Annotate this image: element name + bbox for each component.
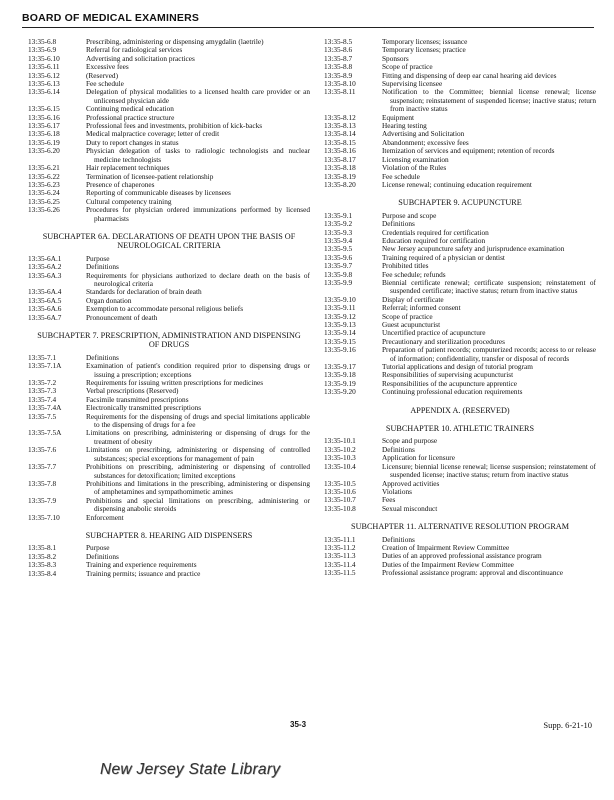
section-title: Continuing professional education requirements xyxy=(382,387,523,397)
toc-entry xyxy=(324,262,596,270)
toc-entry xyxy=(28,272,310,289)
section-title: Professional assistance program: approval and discontinuance xyxy=(382,568,563,578)
section-number: 13:35-11.5 xyxy=(324,568,356,578)
section-title: Purpose and scope xyxy=(382,210,437,220)
toc-entry xyxy=(324,569,596,577)
section-number: 13:35-8.15 xyxy=(324,137,356,147)
section-title: Responsibilities of supervising acupuncturist xyxy=(382,370,514,380)
section-number: 13:35-6A.6 xyxy=(28,304,62,314)
section-number: 13:35-8.6 xyxy=(324,45,353,55)
toc-entry xyxy=(324,488,596,496)
section-number: 13:35-9.6 xyxy=(324,252,353,262)
section-number: 13:35-6.25 xyxy=(28,196,60,206)
toc-entry xyxy=(28,497,310,514)
section-title: Prescribing, administering or dispensing amygdalin (laetrile) xyxy=(86,37,264,46)
section-number: 13:35-10.7 xyxy=(324,495,356,505)
section-number: 13:35-8.10 xyxy=(324,79,356,89)
section-title: Continuing medical education xyxy=(86,104,174,114)
section-title: Prohibitions on prescribing, administering or dispensing of controlled substances for detoxification; limited exceptions xyxy=(86,462,310,480)
section-title: Scope of practice xyxy=(382,311,433,321)
section-title: Licensure; biennial license renewal; license suspension; reinstatement of suspended license; inactive status; return from inactive status xyxy=(382,461,596,480)
section-number: 13:35-7.7 xyxy=(28,462,57,472)
toc-entry xyxy=(28,314,310,322)
section-title: Creation of Impairment Review Committee xyxy=(382,542,510,552)
section-number: 13:35-10.5 xyxy=(324,478,356,488)
section-number: 13:35-8.3 xyxy=(28,560,57,570)
section-number: 13:35-9.14 xyxy=(324,328,356,338)
section-number: 13:35-9.10 xyxy=(324,294,356,304)
section-number: 13:35-9.17 xyxy=(324,362,356,372)
toc-entry xyxy=(28,173,310,181)
section-number: 13:35-6.24 xyxy=(28,188,60,198)
page-number: 35-3 xyxy=(290,720,307,729)
section-number: 13:35-8.1 xyxy=(28,543,57,553)
section-title: Advertising and Solicitation xyxy=(382,129,465,139)
subchapter-heading: SUBCHAPTER 6A. DECLARATIONS OF DEATH UPON THE BASIS OF NEUROLOGICAL CRITERIA xyxy=(42,231,296,251)
section-number: 13:35-10.2 xyxy=(324,444,356,454)
section-title: Delegation of physical modalities to a licensed health care provider or an unlicensed physician aide xyxy=(86,87,310,105)
section-number: 13:35-8.9 xyxy=(324,70,353,80)
section-number: 13:35-6.19 xyxy=(28,137,60,147)
section-number: 13:35-6.23 xyxy=(28,179,60,189)
section-title: Duties of the Impairment Review Committee xyxy=(382,559,514,569)
section-title: Prohibitions and special limitations on prescribing, administering or dispensing anabolic steroids xyxy=(86,495,310,514)
section-number: 13:35-11.4 xyxy=(324,559,356,569)
section-number: 13:35-6A.4 xyxy=(28,287,62,297)
section-number: 13:35-6.13 xyxy=(28,79,60,89)
section-number: 13:35-7.9 xyxy=(28,495,57,505)
toc-entry xyxy=(28,480,310,497)
section-number: 13:35-9.7 xyxy=(324,261,353,271)
toc-entry xyxy=(324,437,596,445)
section-title: Physician delegation of tasks to radiologic technologists and nuclear medicine technologists xyxy=(86,146,310,164)
section-title: Advertising and solicitation practices xyxy=(86,53,195,63)
section-number: 13:35-9.15 xyxy=(324,336,356,346)
section-number: 13:35-6A.7 xyxy=(28,312,62,322)
section-number: 13:35-9.1 xyxy=(324,210,353,220)
section-number: 13:35-8.4 xyxy=(28,568,57,578)
toc-entry xyxy=(28,446,310,463)
toc-entry xyxy=(324,46,596,54)
right-column xyxy=(324,38,596,578)
section-number: 13:35-10.3 xyxy=(324,453,356,463)
section-title: Prohibited titles xyxy=(382,261,429,271)
toc-entry xyxy=(324,164,596,172)
section-number: 13:35-8.13 xyxy=(324,121,356,131)
section-title: Fee schedule xyxy=(382,171,420,181)
section-title: Requirements for physicians authorized to declare death on the basis of neurological criteria xyxy=(86,270,310,288)
section-title: Standards for declaration of brain death xyxy=(86,287,202,297)
section-number: 13:35-6.11 xyxy=(28,62,60,72)
section-title: Hearing testing xyxy=(382,121,427,131)
section-title: Excessive fees xyxy=(86,62,129,72)
section-number: 13:35-6.16 xyxy=(28,112,60,122)
section-title: Definitions xyxy=(86,551,119,561)
section-title: Temporary licenses; practice xyxy=(382,45,466,55)
section-title: Limitations on prescribing, administering or dispensing of drugs for the treatment of obesity xyxy=(86,428,310,446)
section-title: Purpose xyxy=(86,543,110,553)
section-number: 13:35-9.3 xyxy=(324,227,353,237)
section-title: (Reserved) xyxy=(86,70,119,80)
toc-entry xyxy=(324,114,596,122)
section-title: Credentials required for certification xyxy=(382,227,489,237)
toc-entry xyxy=(324,388,596,396)
section-number: 13:35-7.2 xyxy=(28,378,57,388)
section-number: 13:35-9.5 xyxy=(324,244,353,254)
toc-entry xyxy=(324,212,596,220)
section-title: License renewal; continuing education requirement xyxy=(382,179,532,189)
section-title: Professional practice structure xyxy=(86,112,175,122)
section-title: Biennial certificate renewal; certificate suspension; reinstatement of suspended certificate; inactive status; return from inactive status xyxy=(382,277,596,296)
section-number: 13:35-7.8 xyxy=(28,478,57,488)
toc-entry xyxy=(324,254,596,262)
section-number: 13:35-8.5 xyxy=(324,37,353,46)
section-number: 13:35-7.1 xyxy=(28,352,57,362)
section-title: New Jersey acupuncture safety and jurisprudence examination xyxy=(382,244,565,254)
section-number: 13:35-9.16 xyxy=(324,345,356,355)
toc-entry xyxy=(324,55,596,63)
toc-entry xyxy=(28,63,310,71)
section-title: Hair replacement techniques xyxy=(86,163,170,173)
section-title: Duty to report changes in status xyxy=(86,137,179,147)
section-number: 13:35-9.4 xyxy=(324,235,353,245)
toc-entry xyxy=(28,429,310,446)
toc-entry xyxy=(324,496,596,504)
section-number: 13:35-8.8 xyxy=(324,62,353,72)
section-title: Examination of patient's condition required prior to dispensing drugs or issuing a prescription; exceptions xyxy=(86,361,310,379)
section-title: Preparation of patient records; computerized records; access to or release of information; confidentiality, transfer or disposal of records xyxy=(382,345,596,363)
toc-entry xyxy=(28,72,310,80)
section-number: 13:35-8.16 xyxy=(324,146,356,156)
section-title: Tutorial applications and design of tutorial program xyxy=(382,362,533,372)
section-title: Fitting and dispensing of deep ear canal hearing aid devices xyxy=(382,70,557,80)
section-title: Medical malpractice coverage; letter of credit xyxy=(86,129,220,139)
toc-entry xyxy=(28,362,310,379)
section-number: 13:35-11.2 xyxy=(324,542,356,552)
section-number: 13:35-8.7 xyxy=(324,53,353,63)
section-number: 13:35-7.10 xyxy=(28,512,60,522)
section-number: 13:35-8.14 xyxy=(324,129,356,139)
section-title: Equipment xyxy=(382,112,415,122)
subchapter-heading: SUBCHAPTER 11. ALTERNATIVE RESOLUTION PROGRAM xyxy=(351,522,569,532)
section-number: 13:35-8.17 xyxy=(324,154,356,164)
section-number: 13:35-6.17 xyxy=(28,121,60,131)
toc-entry xyxy=(28,255,310,263)
section-title: Requirements for the dispensing of drugs and special limitations applicable to the dispensing of drugs for a fee xyxy=(86,411,310,430)
section-number: 13:35-11.3 xyxy=(324,551,356,561)
section-number: 13:35-6.18 xyxy=(28,129,60,139)
section-title: Requirements for issuing written prescriptions for medicines xyxy=(86,378,264,388)
toc-entry xyxy=(28,463,310,480)
section-title: Abandonment; excessive fees xyxy=(382,137,469,147)
section-title: Violation of the Rules xyxy=(382,163,447,173)
section-title: Cultural competency training xyxy=(86,196,172,206)
section-title: Fee schedule xyxy=(86,79,124,89)
section-title: Pronouncement of death xyxy=(86,312,158,322)
section-number: 13:35-8.18 xyxy=(324,163,356,173)
section-number: 13:35-7.6 xyxy=(28,445,57,455)
section-number: 13:35-6.10 xyxy=(28,53,60,63)
section-title: Termination of licensee-patient relationship xyxy=(86,171,214,181)
toc-entry xyxy=(324,304,596,312)
section-title: Training required of a physician or dentist xyxy=(382,252,505,262)
section-number: 13:35-9.13 xyxy=(324,320,356,329)
section-number: 13:35-6.22 xyxy=(28,171,60,181)
section-title: Facsimile transmitted prescriptions xyxy=(86,394,189,404)
subchapter-heading: APPENDIX A. (RESERVED) xyxy=(410,405,510,415)
section-number: 13:35-8.20 xyxy=(324,179,356,189)
section-title: Definitions xyxy=(382,219,415,229)
section-number: 13:35-8.11 xyxy=(324,87,356,97)
toc-entry xyxy=(28,147,310,164)
section-title: Procedures for physician ordered immunizations performed by licensed pharmacists xyxy=(86,205,310,223)
toc-entry xyxy=(324,279,596,296)
section-title: Training permits; issuance and practice xyxy=(86,568,201,578)
toc-entry xyxy=(324,480,596,488)
section-number: 13:35-6.8 xyxy=(28,37,57,46)
section-number: 13:35-9.20 xyxy=(324,387,356,397)
toc-entry xyxy=(324,463,596,480)
section-title: Definitions xyxy=(86,262,119,272)
section-title: Sponsors xyxy=(382,53,409,63)
left-column xyxy=(28,38,310,578)
section-title: Fee schedule; refunds xyxy=(382,269,446,279)
section-number: 13:35-6.14 xyxy=(28,87,60,97)
section-title: Display of certificate xyxy=(382,294,444,304)
section-title: Itemization of services and equipment; retention of records xyxy=(382,146,555,156)
section-title: Sexual misconduct xyxy=(382,503,438,513)
section-title: Organ donation xyxy=(86,295,132,305)
section-title: Professional fees and investments, prohibition of kick-backs xyxy=(86,121,263,131)
toc-entry xyxy=(28,305,310,313)
section-title: Notification to the Committee; biennial license renewal; license suspension; reinstatement of suspended license; inactive status; return from inactive status xyxy=(382,87,596,114)
section-title: Fees xyxy=(382,495,396,505)
section-title: Supervising licensee xyxy=(382,79,443,89)
section-number: 13:35-6.20 xyxy=(28,146,60,156)
toc-entry xyxy=(324,181,596,189)
section-number: 13:35-7.1A xyxy=(28,361,62,371)
section-number: 13:35-6A.1 xyxy=(28,253,62,263)
section-number: 13:35-6.9 xyxy=(28,45,57,55)
subchapter-heading: SUBCHAPTER 10. ATHLETIC TRAINERS xyxy=(385,424,535,434)
toc-entry xyxy=(28,288,310,296)
section-title: Purpose xyxy=(86,253,110,263)
toc-entry xyxy=(324,446,596,454)
toc-entry xyxy=(28,413,310,430)
section-title: Prohibitions and limitations in the prescribing, administering or dispensing of amphetamines and sympathomimetic amines xyxy=(86,478,310,497)
section-title: Duties of an approved professional assistance program xyxy=(382,551,542,561)
section-number: 13:35-10.1 xyxy=(324,436,356,446)
section-title: Application for licensure xyxy=(382,453,455,463)
section-number: 13:35-10.6 xyxy=(324,486,356,496)
section-number: 13:35-8.19 xyxy=(324,171,356,181)
section-title: Definitions xyxy=(86,352,119,362)
toc-entry xyxy=(324,88,596,113)
section-title: Scope of practice xyxy=(382,62,433,72)
section-number: 13:35-9.19 xyxy=(324,378,356,388)
section-title: Licensing examination xyxy=(382,154,449,164)
section-number: 13:35-7.4A xyxy=(28,403,62,413)
toc-entry xyxy=(324,313,596,321)
toc-entry xyxy=(28,88,310,105)
section-title: Precautionary and sterilization procedures xyxy=(382,336,505,346)
toc-entry xyxy=(28,570,310,578)
section-number: 13:35-7.4 xyxy=(28,394,57,404)
section-title: Definitions xyxy=(382,534,415,544)
section-title: Approved activities xyxy=(382,478,440,488)
section-title: Referral; informed consent xyxy=(382,303,461,313)
section-number: 13:35-9.12 xyxy=(324,311,356,321)
section-number: 13:35-6.26 xyxy=(28,205,60,215)
section-title: Reporting of communicable diseases by licensees xyxy=(86,188,231,198)
toc-entry xyxy=(28,206,310,223)
header-rule xyxy=(22,27,594,28)
section-title: Education required for certification xyxy=(382,235,486,245)
section-number: 13:35-9.18 xyxy=(324,370,356,380)
section-number: 13:35-6.15 xyxy=(28,104,60,114)
toc-entry xyxy=(324,72,596,80)
section-number: 13:35-10.8 xyxy=(324,503,356,513)
toc-entry xyxy=(324,346,596,363)
section-number: 13:35-9.8 xyxy=(324,269,353,279)
section-title: Training and experience requirements xyxy=(86,560,197,570)
section-title: Referral for radiological services xyxy=(86,45,183,55)
section-title: Electronically transmitted prescriptions xyxy=(86,403,202,413)
section-title: Responsibilities of the acupuncture apprentice xyxy=(382,378,517,388)
section-title: Scope and purpose xyxy=(382,436,438,446)
section-number: 13:35-6A.5 xyxy=(28,295,62,305)
supplement-date: Supp. 6-21-10 xyxy=(543,720,592,730)
subchapter-heading: SUBCHAPTER 7. PRESCRIPTION, ADMINISTRATION AND DISPENSING OF DRUGS xyxy=(37,331,301,350)
toc-entry xyxy=(324,156,596,164)
toc-entry xyxy=(28,514,310,522)
toc-entry xyxy=(324,505,596,513)
section-number: 13:35-7.3 xyxy=(28,386,57,396)
section-number: 13:35-8.12 xyxy=(324,112,356,122)
toc-entry xyxy=(28,55,310,63)
section-number: 13:35-9.9 xyxy=(324,277,353,287)
section-number: 13:35-6A.2 xyxy=(28,262,62,272)
toc-entry xyxy=(28,544,310,552)
section-number: 13:35-7.5 xyxy=(28,411,57,421)
section-title: Verbal prescriptions (Reserved) xyxy=(86,386,179,396)
section-number: 13:35-6.12 xyxy=(28,70,60,80)
toc-entry xyxy=(324,147,596,155)
section-title: Temporary licenses; issuance xyxy=(382,37,468,46)
section-title: Guest acupuncturist xyxy=(382,320,441,329)
section-title: Violations xyxy=(382,486,412,496)
subchapter-heading: SUBCHAPTER 9. ACUPUNCTURE xyxy=(398,198,522,208)
subchapter-heading: SUBCHAPTER 8. HEARING AID DISPENSERS xyxy=(85,530,253,540)
section-number: 13:35-11.1 xyxy=(324,534,356,544)
section-number: 13:35-9.2 xyxy=(324,219,353,229)
section-number: 13:35-10.4 xyxy=(324,461,356,471)
section-title: Definitions xyxy=(382,444,415,454)
section-title: Limitations on prescribing, administering or dispensing of controlled substances; special exceptions for management of pain xyxy=(86,445,310,463)
section-number: 13:35-9.11 xyxy=(324,303,356,313)
section-title: Presence of chaperones xyxy=(86,179,155,189)
library-stamp: New Jersey State Library xyxy=(100,761,281,778)
section-number: 13:35-6.21 xyxy=(28,163,60,173)
section-number: 13:35-6A.3 xyxy=(28,270,62,280)
section-number: 13:35-7.5A xyxy=(28,428,62,438)
section-title: Uncertified practice of acupuncture xyxy=(382,328,486,338)
section-title: Enforcement xyxy=(86,512,124,522)
section-number: 13:35-8.2 xyxy=(28,551,57,561)
page-header: BOARD OF MEDICAL EXAMINERS xyxy=(22,12,200,24)
section-title: Exemption to accommodate personal religious beliefs xyxy=(86,304,244,314)
